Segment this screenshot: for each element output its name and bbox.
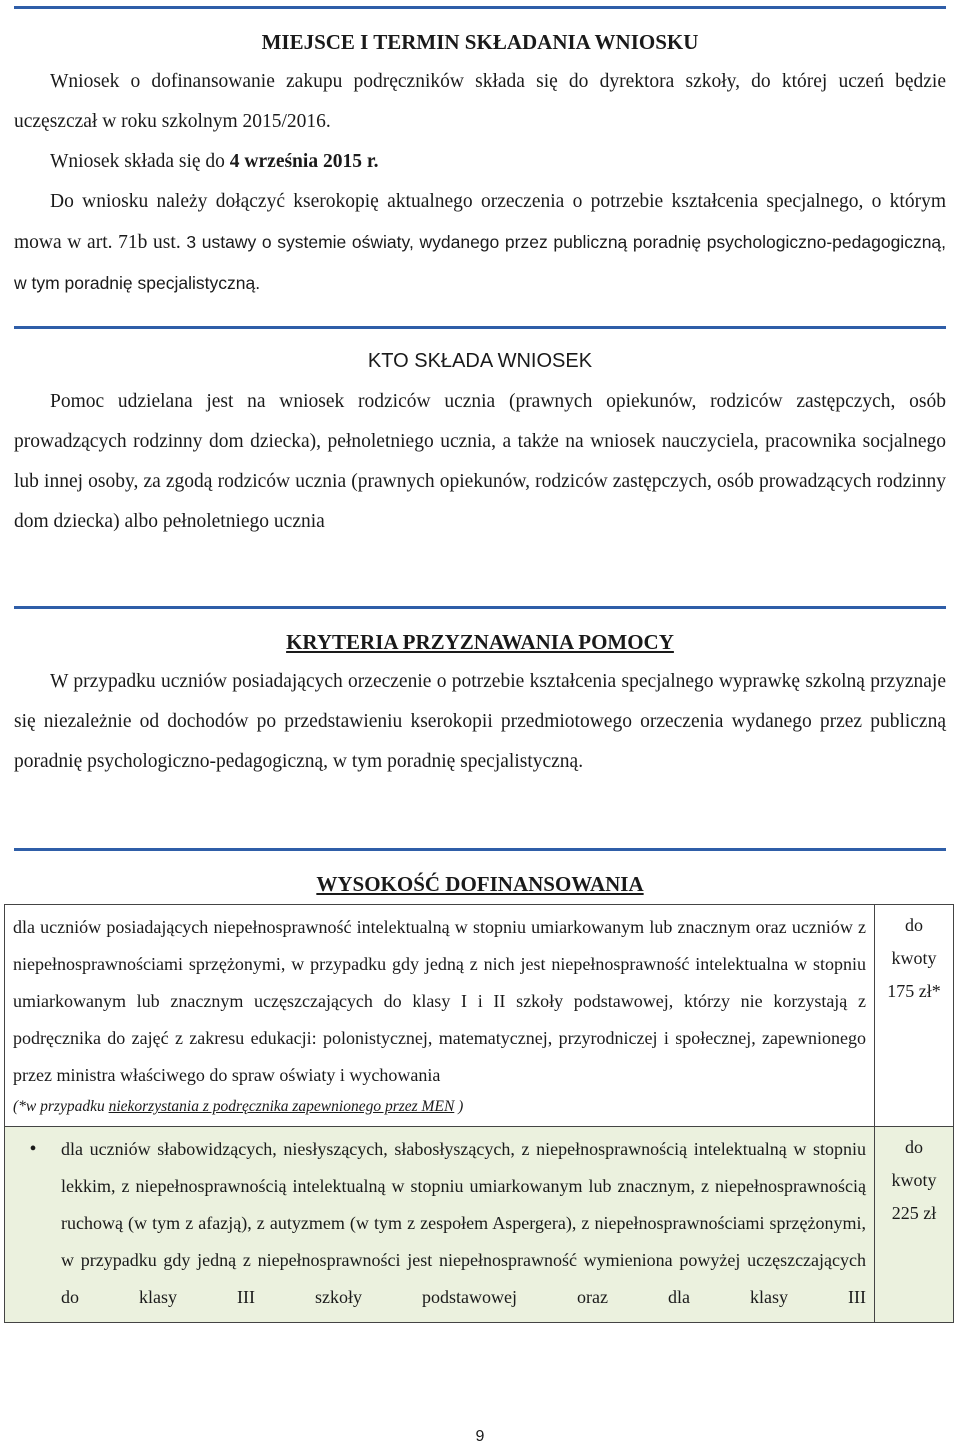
table-row [5,905,954,1127]
divider-1 [14,326,946,329]
footnote-underlined: niekorzystania z podręcznika zapewnionego przez MEN [108,1098,455,1115]
bullet-list-item [5,1131,866,1316]
amount-table [4,904,954,1323]
amount-description [5,1127,875,1323]
bullet-icon: • [29,1138,37,1160]
amount-value [875,905,954,1127]
paragraph-criteria: W przypadku uczniów posiadających orzeczenie o potrzebie kształcenia specjalnego wyprawkę szkolną przyznaje się niezależnie od dochodów po przedstawieniu kserokopii przedmiotowego orzeczenia wydanego przez publiczną poradnię psychologiczno-pedagogiczną, w tym poradnię specjalistyczną. [14,671,946,772]
amount-description [5,905,875,1127]
paragraph-deadline [14,142,946,182]
divider-2 [14,606,946,609]
footnote-prefix: (*w przypadku [13,1098,109,1115]
paragraph-where-to-submit: Wniosek o dofinansowanie zakupu podręczników składa się do dyrektora szkoły, do której uczeń będzie uczęszczał w roku szkolnym 2015/2016. [14,71,946,132]
amount-value [875,1127,954,1323]
deadline-prefix: Wniosek składa się do [50,151,230,172]
amount-line-3: 225 zł [891,1203,937,1223]
top-divider [14,6,946,9]
table-row [5,1127,954,1323]
paragraph-attachments [14,182,946,304]
section-heading-criteria: KRYTERIA PRZYZNAWANIA POMOCY [286,630,674,654]
amount-line-1: do [905,915,923,935]
amount-line-3: 175 zł* [887,981,941,1001]
section-heading-amount: WYSOKOŚĆ DOFINANSOWANIA [316,872,644,896]
section-heading-who-applies: KTO SKŁADA WNIOSEK [367,350,593,372]
footnote-suffix: ) [454,1098,464,1115]
amount-description-text: dla uczniów słabowidzących, niesłyszących, słabosłyszących, z niepełnosprawnością intelektualną w stopniu lekkim, z niepełnosprawnością intelektualną w stopniu umiarkowanym lub znacznym, z niepełnosprawnością ruchową (w tym z afazją), z autyzmem (w tym z zespołem Aspergera), z niepełnosprawnościami sprzężonymi, w przypadku gdy jedną z niepełnosprawności jest niepełnosprawność wymieniona powyżej uczęszczających do klasy III szkoły podstawowej oraz dla klasy III [61,1139,866,1307]
paragraph-who-applies: Pomoc udzielana jest na wniosek rodziców ucznia (prawnych opiekunów, rodziców zastępczych, osób prowadzących rodzinny dom dziecka), pełnoletniego ucznia, a także na wniosek nauczyciela, pracownika socjalnego lub innej osoby, za zgodą rodziców ucznia (prawnych opiekunów, rodziców zastępczych, osób prowadzących rodzinny dom dziecka) albo pełnoletniego ucznia [14,391,946,532]
amount-description-text: dla uczniów posiadających niepełnosprawność intelektualną w stopniu umiarkowanym lub znacznym oraz uczniów z niepełnosprawnościami sprzężonymi, w przypadku gdy jedną z nich jest niepełnosprawność intelektualna w stopniu umiarkowanym lub znacznym uczęszczających do klasy I i II szkoły podstawowej, którzy nie korzystają z podręcznika do zajęć z zakresu edukacji: polonistycznej, matematycznej, przyrodniczej i społecznej, zapewnionego przez ministra właściwego do spraw oświaty i wychowania [13,917,866,1085]
divider-3 [14,848,946,851]
deadline-date: 4 września 2015 r. [229,151,379,172]
page-number: 9 [475,1428,485,1445]
amount-line-2: kwoty [891,948,937,968]
attachments-text-a: Do wniosku należy dołączyć kserokopię aktualnego orzeczenia o potrzebie kształcenia specjalnego, o którym mowa w art. 71b ust. [14,191,946,253]
attachments-text-b: 3 ustawy o systemie oświaty, wydanego przez publiczną poradnię psychologiczno-pedagogiczną, w tym poradnię specjalistyczną. [14,232,947,293]
amount-footnote [13,1094,866,1120]
amount-line-2: kwoty [891,1170,937,1190]
amount-line-1: do [905,1137,923,1157]
section-heading-place-and-date: MIEJSCE I TERMIN SKŁADANIA WNIOSKU [261,30,699,54]
